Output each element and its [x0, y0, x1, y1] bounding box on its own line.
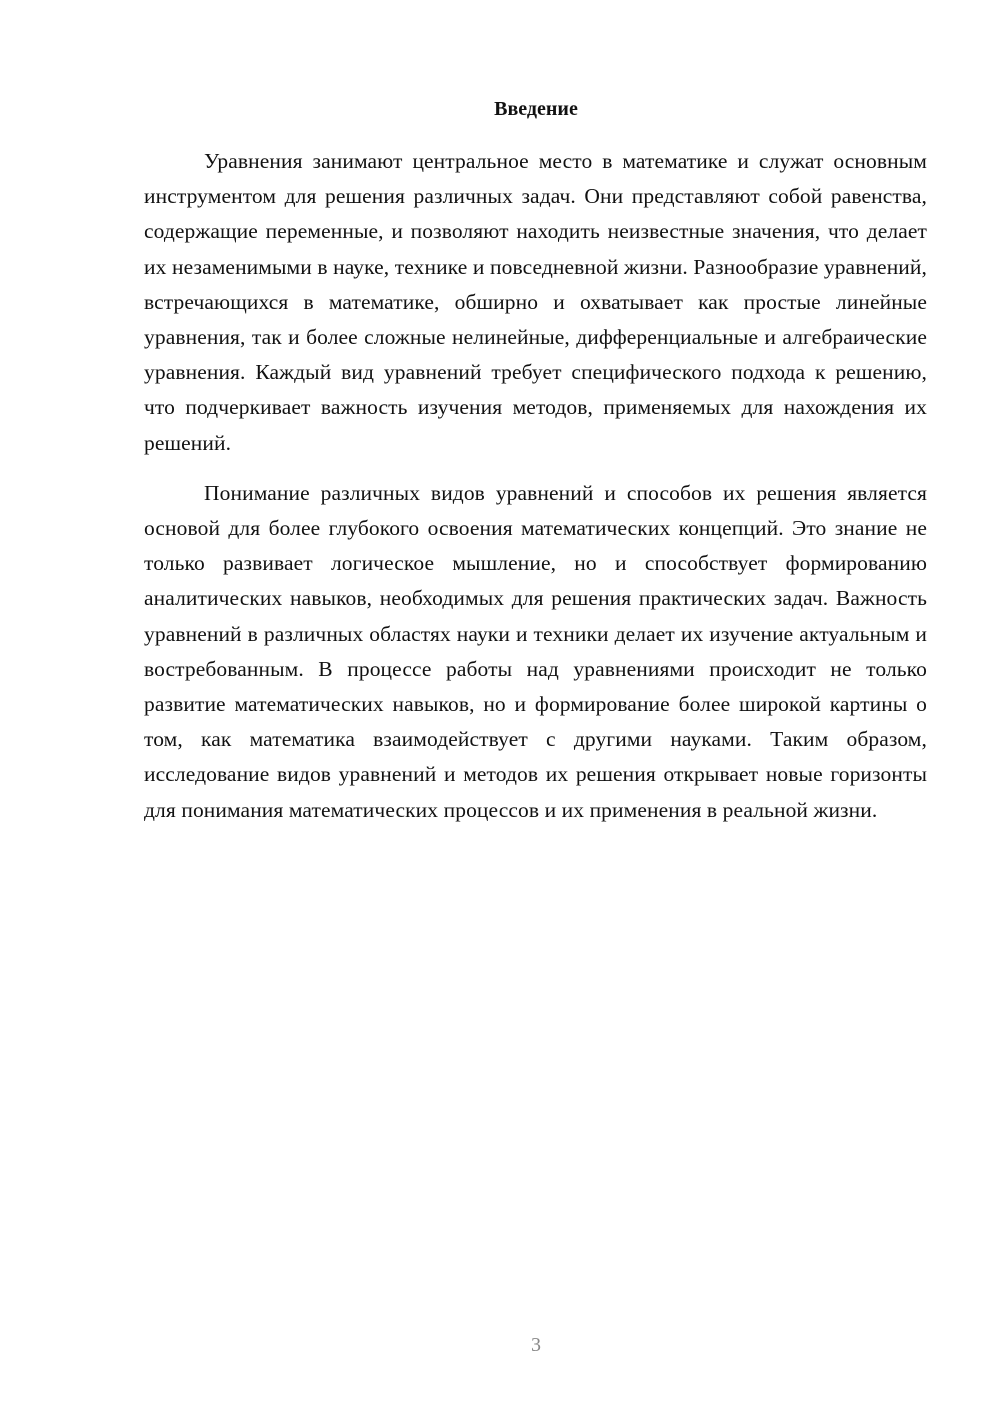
paragraph-2: Понимание различных видов уравнений и способов их решения является основой для более глубокого освоения математических концепций. Это знание не только развивает логическое мышление, но и способствует формированию аналитических навыков, необходимых для решения практических задач. Важность уравнений в различных областях науки и техники делает их изучение актуальным и востребованным. В процессе работы над уравнениями происходит не только развитие математических навыков, но и формирование более широкой картины о том, как математика взаимодействует с другими науками. Таким образом, исследование видов уравнений и методов их решения открывает новые горизонты для понимания математических процессов и их применения в реальной жизни. [144, 480, 927, 822]
paragraph-1: Уравнения занимают центральное место в математике и служат основным инструментом для решения различных задач. Они представляют собой равенства, содержащие переменные, и позволяют находить неизвестные значения, что делает их незаменимыми в науке, технике и повседневной жизни. Разнообразие уравнений, встречающихся в математике, обширно и охватывает как простые линейные уравнения, так и более сложные нелинейные, дифференциальные и алгебраические уравнения. Каждый вид уравнений требует специфического подхода к решению, что подчеркивает важность изучения методов, применяемых для нахождения их решений. [144, 149, 927, 455]
page-number: 3 [531, 1334, 541, 1356]
document-body [144, 144, 927, 828]
section-title: Введение [494, 98, 578, 120]
